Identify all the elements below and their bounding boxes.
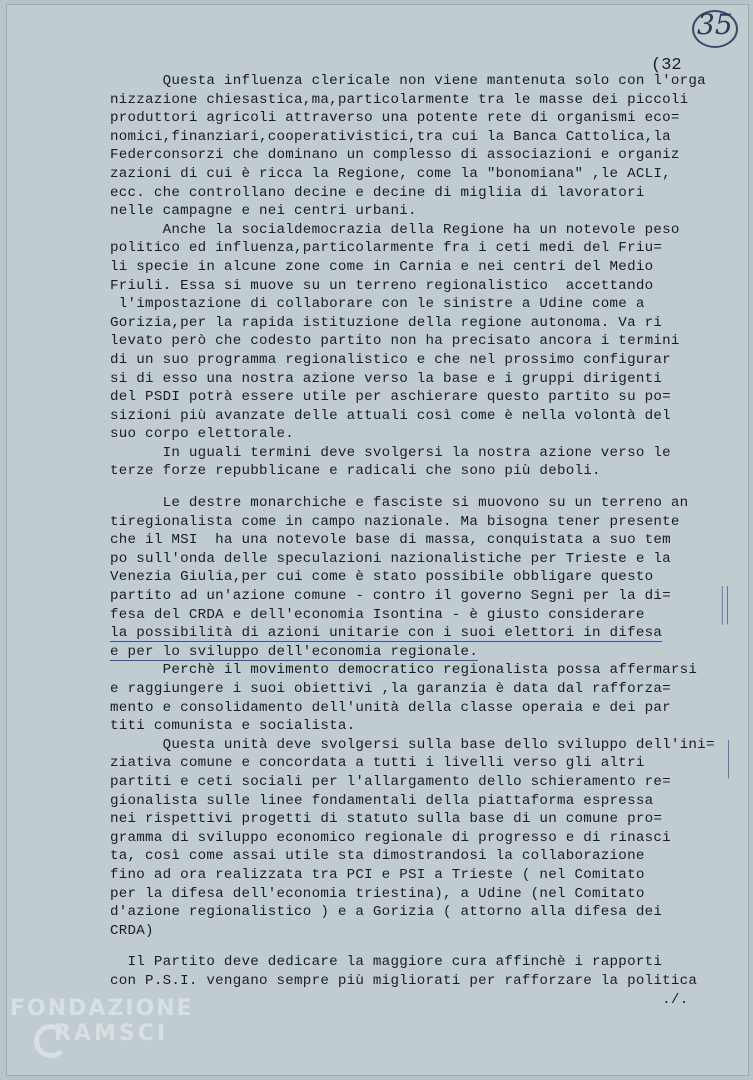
archive-stamp-number: 35: [697, 8, 733, 41]
text-line: nomici,finanziari,cooperativistici,tra cui la Banca Cattolica,la: [110, 128, 671, 145]
text-line: Questa unità deve svolgersi sulla base dello sviluppo dell'ini=: [110, 736, 715, 753]
underlined-text-line: la possibilità di azioni unitarie con i suoi elettori in difesa: [110, 625, 663, 642]
text-line: Friuli. Essa si muove su un terreno regionalistico accettando: [110, 277, 654, 294]
text-line: Anche la socialdemocrazia della Regione ha un notevole peso: [110, 221, 680, 238]
document-body: [110, 72, 740, 1009]
text-line: l'impostazione di collaborare con le sinistre a Udine come a: [110, 296, 645, 313]
text-line: po sull'onda delle speculazioni nazionalistiche per Trieste e la: [110, 550, 671, 567]
text-line: terze forze repubblicane e radicali che sono più deboli.: [110, 463, 601, 480]
text-line: nizzazione chiesastica,ma,particolarmente tra le masse dei piccoli: [110, 91, 689, 108]
text-line: mento e consolidamento dell'unità della classe operaia e dei par: [110, 699, 671, 716]
text-line: per la difesa dell'economia triestina), a Udine (nel Comitato: [110, 885, 645, 902]
text-line: gionalista sulle linee fondamentali della piattaforma espressa: [110, 792, 654, 809]
text-line: titi comunista e socialista.: [110, 718, 356, 735]
text-line: Federconsorzi che dominano un complesso di associazioni e organiz: [110, 147, 680, 164]
archive-watermark: [10, 996, 210, 1046]
paragraph-gap: [110, 481, 740, 494]
text-line: fino ad ora realizzata tra PCI e PSI a Trieste ( nel Comitato: [110, 866, 645, 883]
text-line: ./.: [110, 991, 689, 1008]
text-line: partiti e ceti sociali per l'allargamento dello schieramento re=: [110, 773, 671, 790]
text-line: Gorizia,per la rapida istituzione della regione autonoma. Va ri: [110, 314, 663, 331]
text-line: ziativa comune e concordata a tutti i livelli verso gli altri: [110, 755, 645, 772]
underlined-text-line: e per lo sviluppo dell'economia regionale.: [110, 643, 479, 660]
text-line: [110, 624, 740, 643]
text-line: [110, 643, 740, 662]
text-line: del PSDI potrà essere utile per aschierare questo partito su po=: [110, 389, 671, 406]
text-line: e raggiungere i suoi obiettivi ,la garanzia è data dal rafforza=: [110, 681, 671, 697]
text-line: zazioni di cui è ricca la Regione, come la "bonomiana" ,le ACLI,: [110, 165, 671, 182]
text-line: Perchè il movimento democratico regionalista possa affermarsi: [110, 662, 698, 679]
text-line: d'azione regionalistico ) e a Gorizia ( attorno alla difesa dei: [110, 904, 663, 921]
margin-mark: ||: [719, 580, 730, 624]
text-line: levato però che codesto partito non ha precisato ancora i termini: [110, 333, 680, 350]
text-line: con P.S.I. vengano sempre più migliorati per rafforzare la politica: [110, 972, 698, 989]
text-line: tiregionalista come in campo nazionale. Ma bisogna tener presente: [110, 513, 680, 530]
paragraph-gap: [110, 940, 740, 953]
text-line: suo corpo elettorale.: [110, 426, 295, 443]
watermark-logo-icon: [34, 1024, 68, 1058]
text-line: Venezia Giulia,per cui come è stato possibile obbligare questo: [110, 569, 654, 586]
text-line: In uguali termini deve svolgersi la nostra azione verso le: [110, 444, 671, 461]
text-line: ecc. che controllano decine e decine di migliia di lavoratori: [110, 184, 645, 201]
watermark-line: RAMSCI: [54, 1021, 169, 1046]
text-line: nei rispettivi progetti di statuto sulla base di un comune pro=: [110, 811, 663, 828]
text-line: gramma di sviluppo economico regionale di progresso e di rinasci: [110, 829, 671, 846]
text-line: ta, così come assai utile sta dimostrandosi la collaborazione: [110, 848, 645, 865]
text-line: CRDA): [110, 922, 154, 939]
text-line: fesa del CRDA e dell'economia Isontina - è giusto considerare: [110, 606, 645, 623]
text-line: li specie in alcune zone come in Carnia e nei centri del Medio: [110, 258, 654, 275]
text-line: partito ad un'azione comune - contro il governo Segni per la di=: [110, 588, 671, 605]
margin-mark: |: [725, 734, 731, 778]
text-line: Il Partito deve dedicare la maggiore cura affinchè i rapporti: [110, 954, 663, 971]
text-line: produttori agricoli attraverso una potente rete di organismi eco=: [110, 110, 680, 127]
text-line: Questa influenza clericale non viene mantenuta solo con l'orga: [110, 73, 706, 89]
text-line: Le destre monarchiche e fasciste si muovono su un terreno an: [110, 495, 689, 512]
text-line: che il MSI ha una notevole base di massa, conquistata a suo tem: [110, 532, 671, 549]
text-line: politico ed influenza,particolarmente fra i ceti medi del Friu=: [110, 240, 663, 257]
text-line: nelle campagne e nei centri urbani.: [110, 203, 417, 220]
watermark-line: FONDAZIONE: [10, 996, 194, 1021]
text-line: sizioni più avanzate delle attuali così come è nella volontà del: [110, 407, 671, 424]
page-number: (32: [651, 56, 682, 75]
text-line: di un suo programma regionalistico e che nel prossimo configurar: [110, 351, 671, 368]
text-line: si di esso una nostra azione verso la base e i gruppi dirigenti: [110, 370, 663, 387]
